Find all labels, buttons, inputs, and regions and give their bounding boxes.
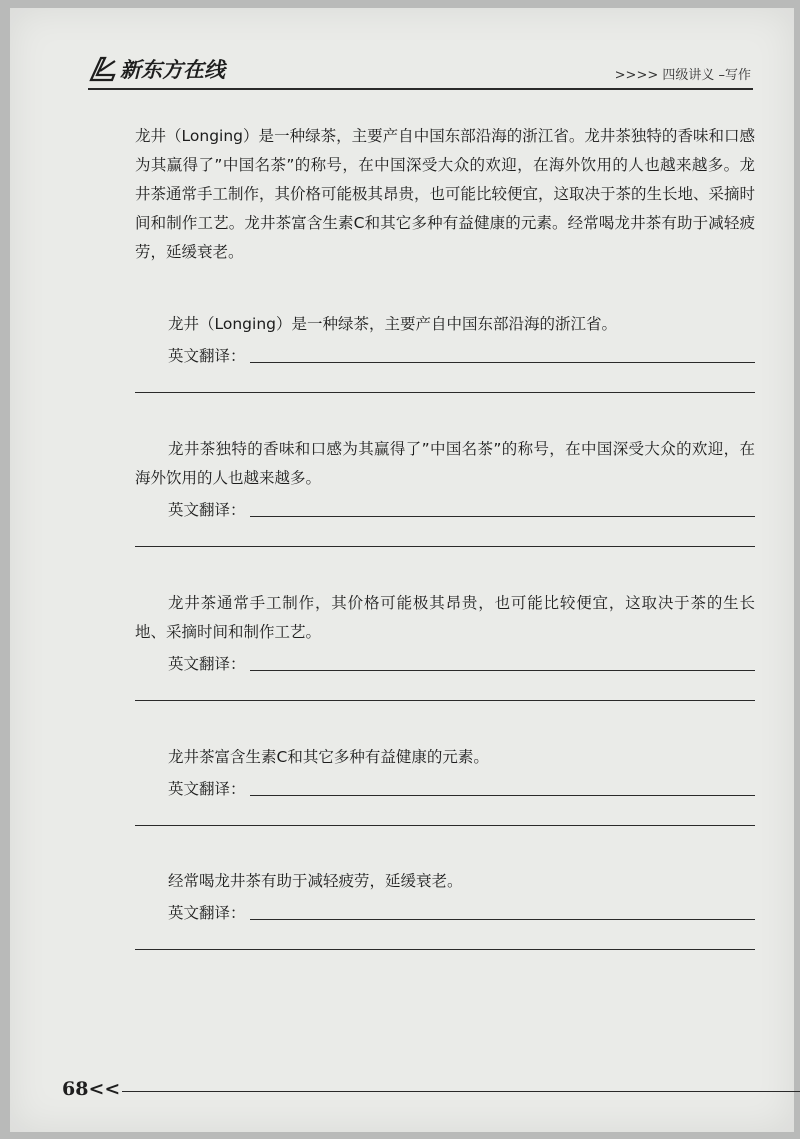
answer-line[interactable] [250,795,755,796]
page-footer [62,1074,800,1104]
answer-line[interactable] [250,516,755,517]
intro-paragraph: 龙井（Longing）是一种绿茶，主要产自中国东部沿海的浙江省。龙井茶独特的香味和口感为其赢得了”中国名茶”的称号，在中国深受大众的欢迎，在海外饮用的人也越来越多。龙井茶通常手工制作，其价格可能极其昂贵，也可能比较便宜，这取决于茶的生长地、采摘时间和制作工艺。龙井茶富含生素C和其它多种有益健康的元素。经常喝龙井茶有助于减轻疲劳，延缓衰老。 [135,127,756,261]
answer-line[interactable] [135,674,755,701]
answer-line[interactable] [250,919,755,920]
answer-row [135,896,755,923]
answer-label: 英文翻译： [168,501,246,519]
answer-label: 英文翻译： [168,347,246,365]
translation-item [135,867,755,950]
answer-label: 英文翻译： [168,904,246,922]
logo-text: 新东方在线 [120,58,225,82]
translation-item [135,310,755,393]
answer-line[interactable] [250,670,755,671]
answer-row [135,772,755,799]
answer-line[interactable] [250,362,755,363]
translation-item [135,743,755,826]
answer-line[interactable] [135,923,755,950]
section-label: >>>> 四级讲义 –写作 [614,68,751,83]
source-sentence: 龙井茶独特的香味和口感为其赢得了”中国名茶”的称号，在中国深受大众的欢迎，在海外饮用的人也越来越多。 [135,440,755,487]
page-header [88,52,753,90]
brand-logo [88,54,225,84]
answer-label: 英文翻译： [168,655,246,673]
source-sentence: 经常喝龙井茶有助于减轻疲劳，延缓衰老。 [168,872,463,890]
answer-row [135,647,755,674]
answer-line[interactable] [135,520,755,547]
answer-row [135,339,755,366]
source-sentence: 龙井（Longing）是一种绿茶，主要产自中国东部沿海的浙江省。 [168,315,617,333]
answer-label: 英文翻译： [168,780,246,798]
translation-item [135,589,755,701]
translation-item [135,435,755,547]
answer-row [135,493,755,520]
source-sentence: 龙井茶富含生素C和其它多种有益健康的元素。 [168,748,489,766]
page-number: 68<< [62,1078,121,1100]
source-sentence: 龙井茶通常手工制作，其价格可能极其昂贵，也可能比较便宜，这取决于茶的生长地、采摘时间和制作工艺。 [135,594,755,641]
logo-icon [88,55,118,83]
answer-line[interactable] [135,799,755,826]
footer-rule [122,1091,800,1092]
answer-line[interactable] [135,366,755,393]
